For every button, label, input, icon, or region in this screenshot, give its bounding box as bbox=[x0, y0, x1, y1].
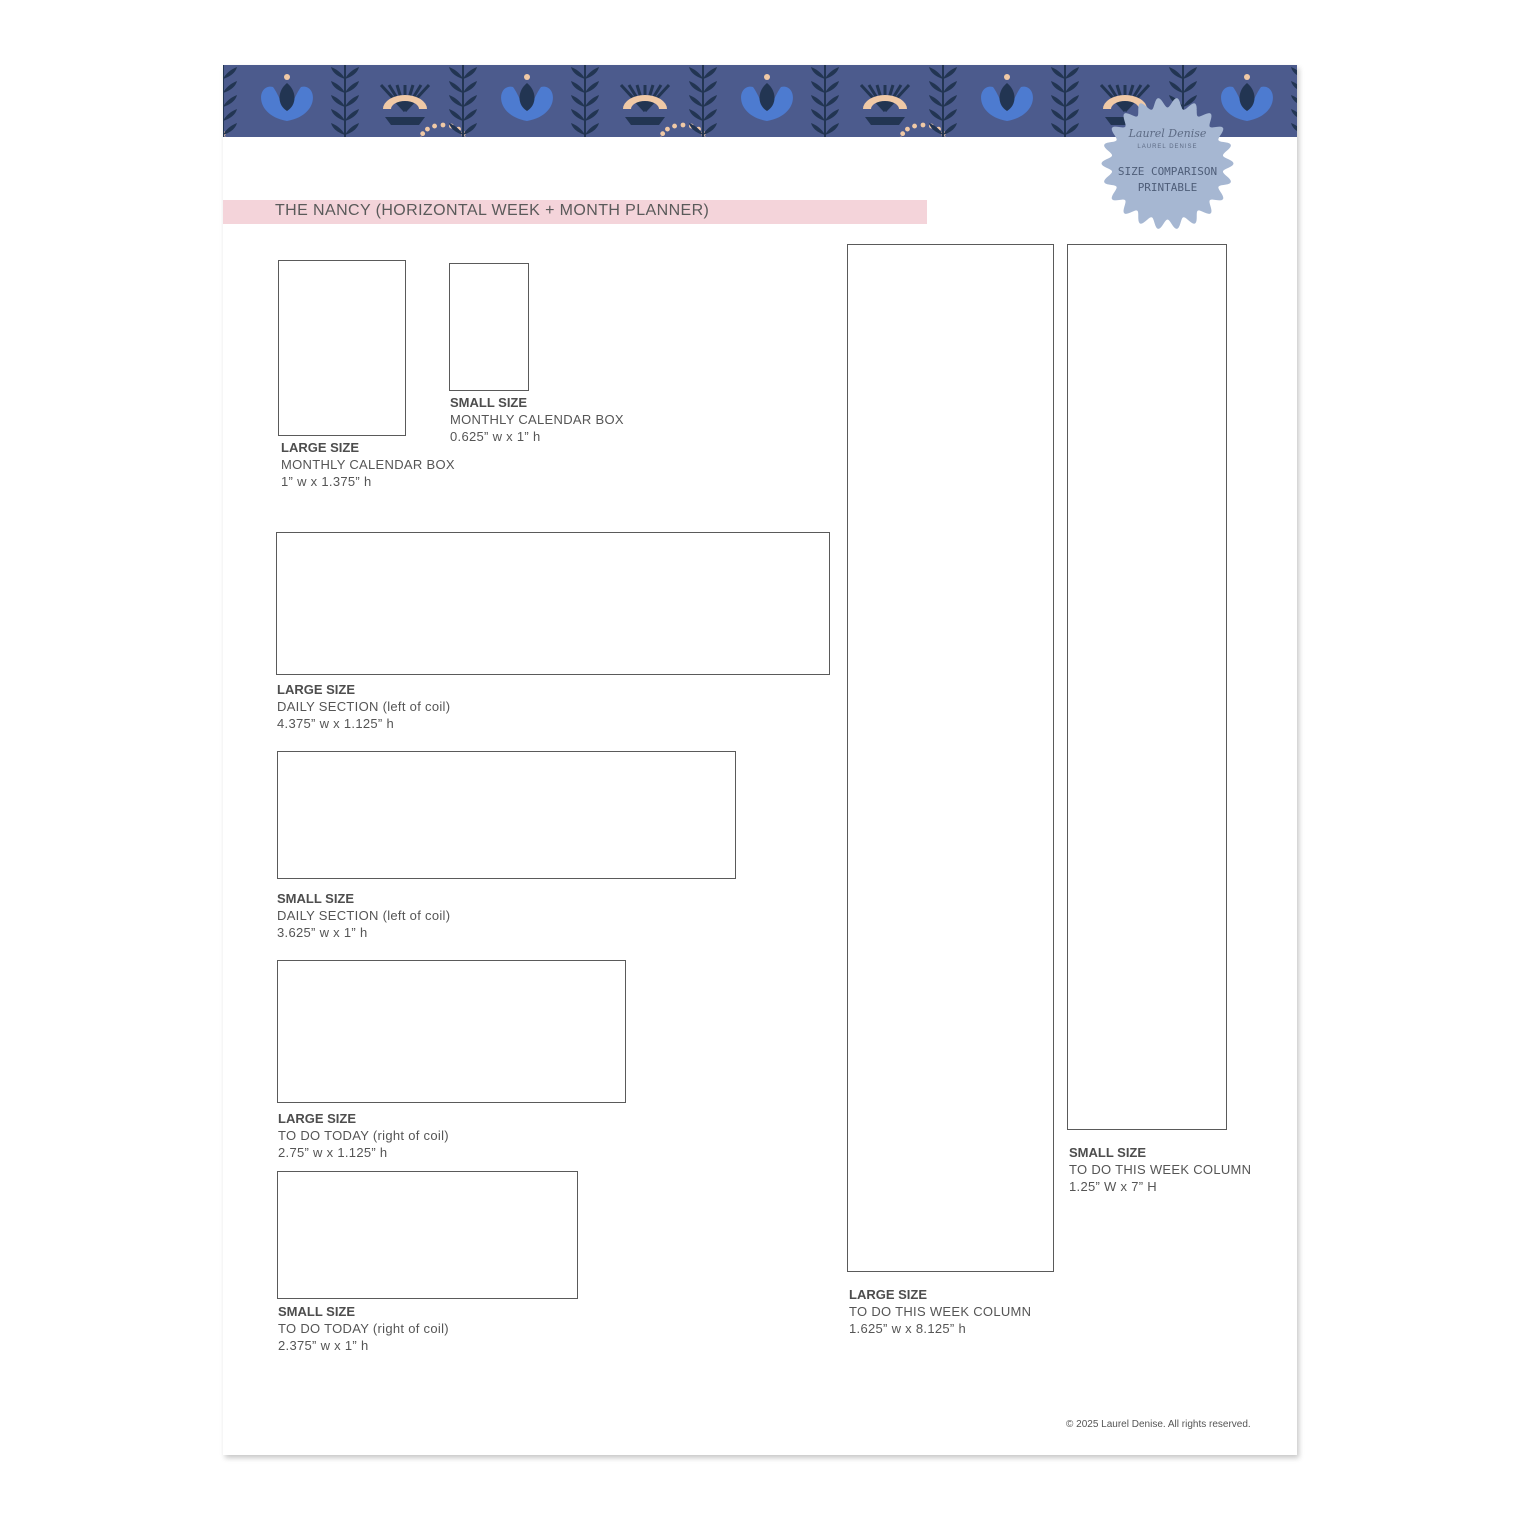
copyright-notice: © 2025 Laurel Denise. All rights reserved. bbox=[1066, 1419, 1251, 1430]
flower-dot bbox=[1244, 74, 1250, 80]
small-daily-section-box bbox=[277, 751, 736, 879]
printable-sheet bbox=[223, 65, 1297, 1455]
large-todo-today-label bbox=[278, 1110, 449, 1161]
section-name: DAILY SECTION (left of coil) bbox=[277, 699, 451, 714]
flower-dot bbox=[284, 74, 290, 80]
section-name: TO DO TODAY (right of coil) bbox=[278, 1321, 449, 1336]
small-week-column-label bbox=[1069, 1144, 1251, 1195]
arc-dot bbox=[912, 124, 917, 129]
dimensions: 2.375” w x 1” h bbox=[278, 1338, 369, 1353]
small-monthly-calendar-label bbox=[450, 394, 624, 445]
section-name: TO DO THIS WEEK COLUMN bbox=[1069, 1162, 1252, 1177]
size-comparison-badge bbox=[1101, 97, 1234, 230]
size-label: LARGE SIZE bbox=[278, 1111, 357, 1126]
small-daily-section-label bbox=[277, 890, 450, 941]
dimensions: 1” w x 1.375” h bbox=[281, 474, 372, 489]
large-daily-section-box bbox=[276, 532, 830, 675]
small-week-column-box bbox=[1067, 244, 1227, 1130]
badge-caption: SIZE COMPARISON PRINTABLE bbox=[1117, 165, 1218, 194]
size-label: SMALL SIZE bbox=[278, 1304, 356, 1319]
fan-base bbox=[385, 117, 425, 125]
size-label: LARGE SIZE bbox=[281, 440, 360, 455]
section-name: DAILY SECTION (left of coil) bbox=[277, 908, 451, 923]
fan-base bbox=[865, 117, 905, 125]
size-label: LARGE SIZE bbox=[849, 1287, 928, 1302]
dimensions: 3.625” w x 1” h bbox=[277, 925, 368, 940]
title-bar bbox=[223, 200, 927, 224]
large-week-column-box bbox=[847, 244, 1054, 1272]
large-daily-section-label bbox=[277, 681, 450, 732]
section-name: MONTHLY CALENDAR BOX bbox=[450, 412, 624, 427]
arc-dot bbox=[681, 123, 686, 128]
section-name: TO DO TODAY (right of coil) bbox=[278, 1128, 449, 1143]
arc-dot bbox=[921, 123, 926, 128]
dimensions: 4.375” w x 1.125” h bbox=[277, 716, 394, 731]
section-name: TO DO THIS WEEK COLUMN bbox=[849, 1304, 1032, 1319]
page-title: THE NANCY (HORIZONTAL WEEK + MONTH PLANNER) bbox=[275, 202, 710, 219]
dimensions: 0.625” w x 1” h bbox=[450, 429, 541, 444]
arc-dot bbox=[441, 123, 446, 128]
small-todo-today-label bbox=[278, 1303, 449, 1354]
arc-dot bbox=[660, 131, 665, 136]
signature-logo: Laurel Denise bbox=[1128, 127, 1207, 140]
flower-dot bbox=[764, 74, 770, 80]
brand-name: LAUREL DENISE bbox=[1137, 144, 1198, 150]
arc-dot bbox=[425, 127, 430, 132]
small-monthly-calendar-box bbox=[449, 263, 529, 391]
size-label: SMALL SIZE bbox=[277, 891, 355, 906]
arc-dot bbox=[665, 127, 670, 132]
large-todo-today-box bbox=[277, 960, 626, 1103]
section-name: MONTHLY CALENDAR BOX bbox=[281, 457, 455, 472]
size-label: SMALL SIZE bbox=[1069, 1145, 1147, 1160]
size-label: LARGE SIZE bbox=[277, 682, 356, 697]
arc-dot bbox=[420, 131, 425, 136]
large-week-column-label bbox=[849, 1286, 1031, 1337]
dimensions: 1.625” w x 8.125” h bbox=[849, 1321, 966, 1336]
size-label: SMALL SIZE bbox=[450, 395, 528, 410]
arc-dot bbox=[900, 131, 905, 136]
large-monthly-calendar-label bbox=[281, 439, 455, 490]
dimensions: 2.75” w x 1.125” h bbox=[278, 1145, 388, 1160]
fan-base bbox=[625, 117, 665, 125]
large-monthly-calendar-box bbox=[278, 260, 406, 436]
flower-dot bbox=[524, 74, 530, 80]
flower-dot bbox=[1004, 74, 1010, 80]
arc-dot bbox=[672, 124, 677, 129]
small-todo-today-box bbox=[277, 1171, 578, 1299]
arc-dot bbox=[905, 127, 910, 132]
dimensions: 1.25” W x 7” H bbox=[1069, 1179, 1157, 1194]
arc-dot bbox=[432, 124, 437, 129]
